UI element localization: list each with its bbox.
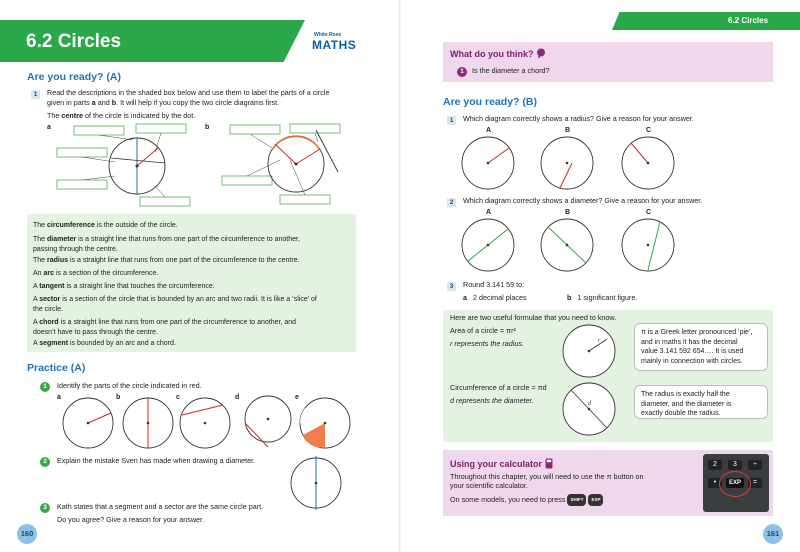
page-title: 6.2 Circles [26,31,122,52]
calc-key-divide: ÷ [748,460,762,470]
def-radius: The radius is a straight line that runs from one part of the circumference to the centre. [33,257,300,264]
sven-diagram [288,456,344,510]
b2-text: Which diagram correctly shows a diameter? Give a reason for your answer. [463,196,703,205]
practice-circles [55,395,360,455]
chapter-header: 6.2 Circles [728,16,769,25]
p1-label-a: a [57,394,61,401]
b2-label-B: B [565,209,571,216]
b2-label-C: C [646,209,652,216]
q1-number: 1 [31,89,40,99]
calc-key-3: 3 [728,460,742,470]
book-spine [399,0,401,552]
q1-text: Read the descriptions in the shaded box below and use them to label the parts of a circle given in parts a and b. It will help if you copy the two circle diagrams first. [47,88,330,107]
p1-label-c: c [176,394,180,401]
def-sector: A sector is a section of the circle that is bounded by an arc and two radii. It is like a ‘slice’ of [33,296,317,303]
p3-number: 3 [40,502,50,513]
calc-text-3: On some models, you need to press SHIFT EXP [450,494,603,506]
label-box-b2[interactable] [290,124,340,133]
calculator-photo [703,454,769,512]
label-box-a5[interactable] [140,197,190,206]
circumference-formula: Circumference of a circle = πd [450,383,547,392]
p1-label-e: e [295,394,299,401]
calc-text-1: Throughout this chapter, you will need to use the π button on [450,472,644,481]
def-chord-cont: doesn’t have to pass through the centre. [33,328,158,336]
diagram-b-label: b [205,124,210,131]
label-box-b1[interactable] [230,125,280,134]
practice-a-heading: Practice (A) [27,362,86,374]
radius-a [137,148,158,166]
def-segment: A segment is bounded by an arc and a chord. [33,340,176,347]
area-note: r represents the radius. [450,339,524,348]
diameter-diagrams [460,216,680,276]
b1-number: 1 [447,115,456,125]
b3-part-b: b 1 significant figure. [567,293,638,302]
tangent-b [316,130,338,172]
page-number-left: 160 [17,524,37,544]
calc-key-2: 2 [708,460,722,470]
calc-heading: Using your calculator [450,458,553,469]
radius-diagrams [460,134,680,194]
exp-highlight-circle [719,471,751,497]
def-chord: A chord is a straight line that runs from one part of the circumference to another, and [33,319,297,326]
d-label: d [588,401,591,407]
p3-text-1: Kath states that a segment and a sector are the same circle part. [57,502,264,511]
b1-label-A: A [486,127,492,134]
circumference-circle-diagram [559,381,619,437]
circumference-note: d represents the diameter. [450,396,534,405]
def-diameter-cont: passing through the centre. [33,245,118,253]
ready-b-heading: Are you ready? (B) [443,96,537,108]
label-box-a4[interactable] [57,180,107,189]
def-diameter: The diameter is a straight line that runs from one part of the circumference to another, [33,236,300,243]
formula-intro: Here are two useful formulae that you need to know. [450,313,617,322]
chord-a [111,158,165,163]
b2-label-A: A [486,209,492,216]
b1-label-B: B [565,127,571,134]
diagram-b [220,120,360,212]
radius-speech-bubble: The radius is exactly half the diameter, and the diameter is exactly double the radius. [634,385,768,419]
label-box-b3[interactable] [222,176,272,185]
logo-top-text: White Rose [314,32,342,38]
label-box-a1[interactable] [74,126,124,135]
centre-instruction: The centre of the circle is indicated by the dot. [47,111,196,120]
b3-number: 3 [447,281,456,291]
pi-speech-bubble: π is a Greek letter pronounced ‘pie’, and in maths it has the decimal value 3.141 592 654…. It is used mainly in connection with circles. [634,323,768,371]
thought-bubble-icon [536,48,546,58]
calc-key-exp: EXP [726,478,744,488]
b3-part-a: a 2 decimal places [463,293,527,302]
label-box-b4[interactable] [280,195,330,204]
ready-a-heading: Are you ready? (A) [27,71,121,83]
think-q-text: Is the diameter a chord? [472,66,550,75]
exp-key: EXP [588,494,603,506]
label-box-a3[interactable] [57,148,107,157]
p1-number: 1 [40,381,50,392]
p1-label-d: d [235,394,240,401]
area-circle-diagram [559,323,619,379]
p2-text: Explain the mistake Sven has made when drawing a diameter. [57,456,256,465]
def-sector-cont: the circle. [33,305,63,313]
b2-number: 2 [447,197,456,207]
centre-dot-a [136,165,139,168]
def-arc: An arc is a section of the circumference. [33,270,159,277]
definitions-box [27,214,356,352]
p1-label-b: b [116,394,121,401]
shift-key: SHIFT [567,494,586,506]
label-box-a2[interactable] [136,124,186,133]
logo-main-text: MATHS [312,38,357,52]
def-tangent: A tangent is a straight line that touches the circumference. [33,283,215,290]
page-number-right: 161 [763,524,783,544]
calc-key-point: • [708,478,722,488]
b3-text: Round 3.141 59 to: [463,280,525,289]
r-label: r [598,338,601,344]
think-q-number: 1 [457,66,467,77]
diagram-a-label: a [47,124,51,131]
p1-text: Identify the parts of the circle indicated in red. [57,381,202,390]
think-heading: What do you think? [450,48,546,59]
b1-label-C: C [646,127,652,134]
def-circumference: The circumference is the outside of the circle. [33,222,178,229]
calc-text-2: your scientific calculator. [450,481,528,490]
p2-number: 2 [40,456,50,467]
calculator-icon [545,458,553,469]
diagram-a [55,120,205,212]
b1-text: Which diagram correctly shows a radius? Give a reason for your answer. [463,114,694,123]
chapter-header-band [612,12,800,30]
area-formula: Area of a circle = πr² [450,326,516,335]
calc-key-equals: = [748,478,762,488]
p3-text-2: Do you agree? Give a reason for your answer. [57,515,205,524]
